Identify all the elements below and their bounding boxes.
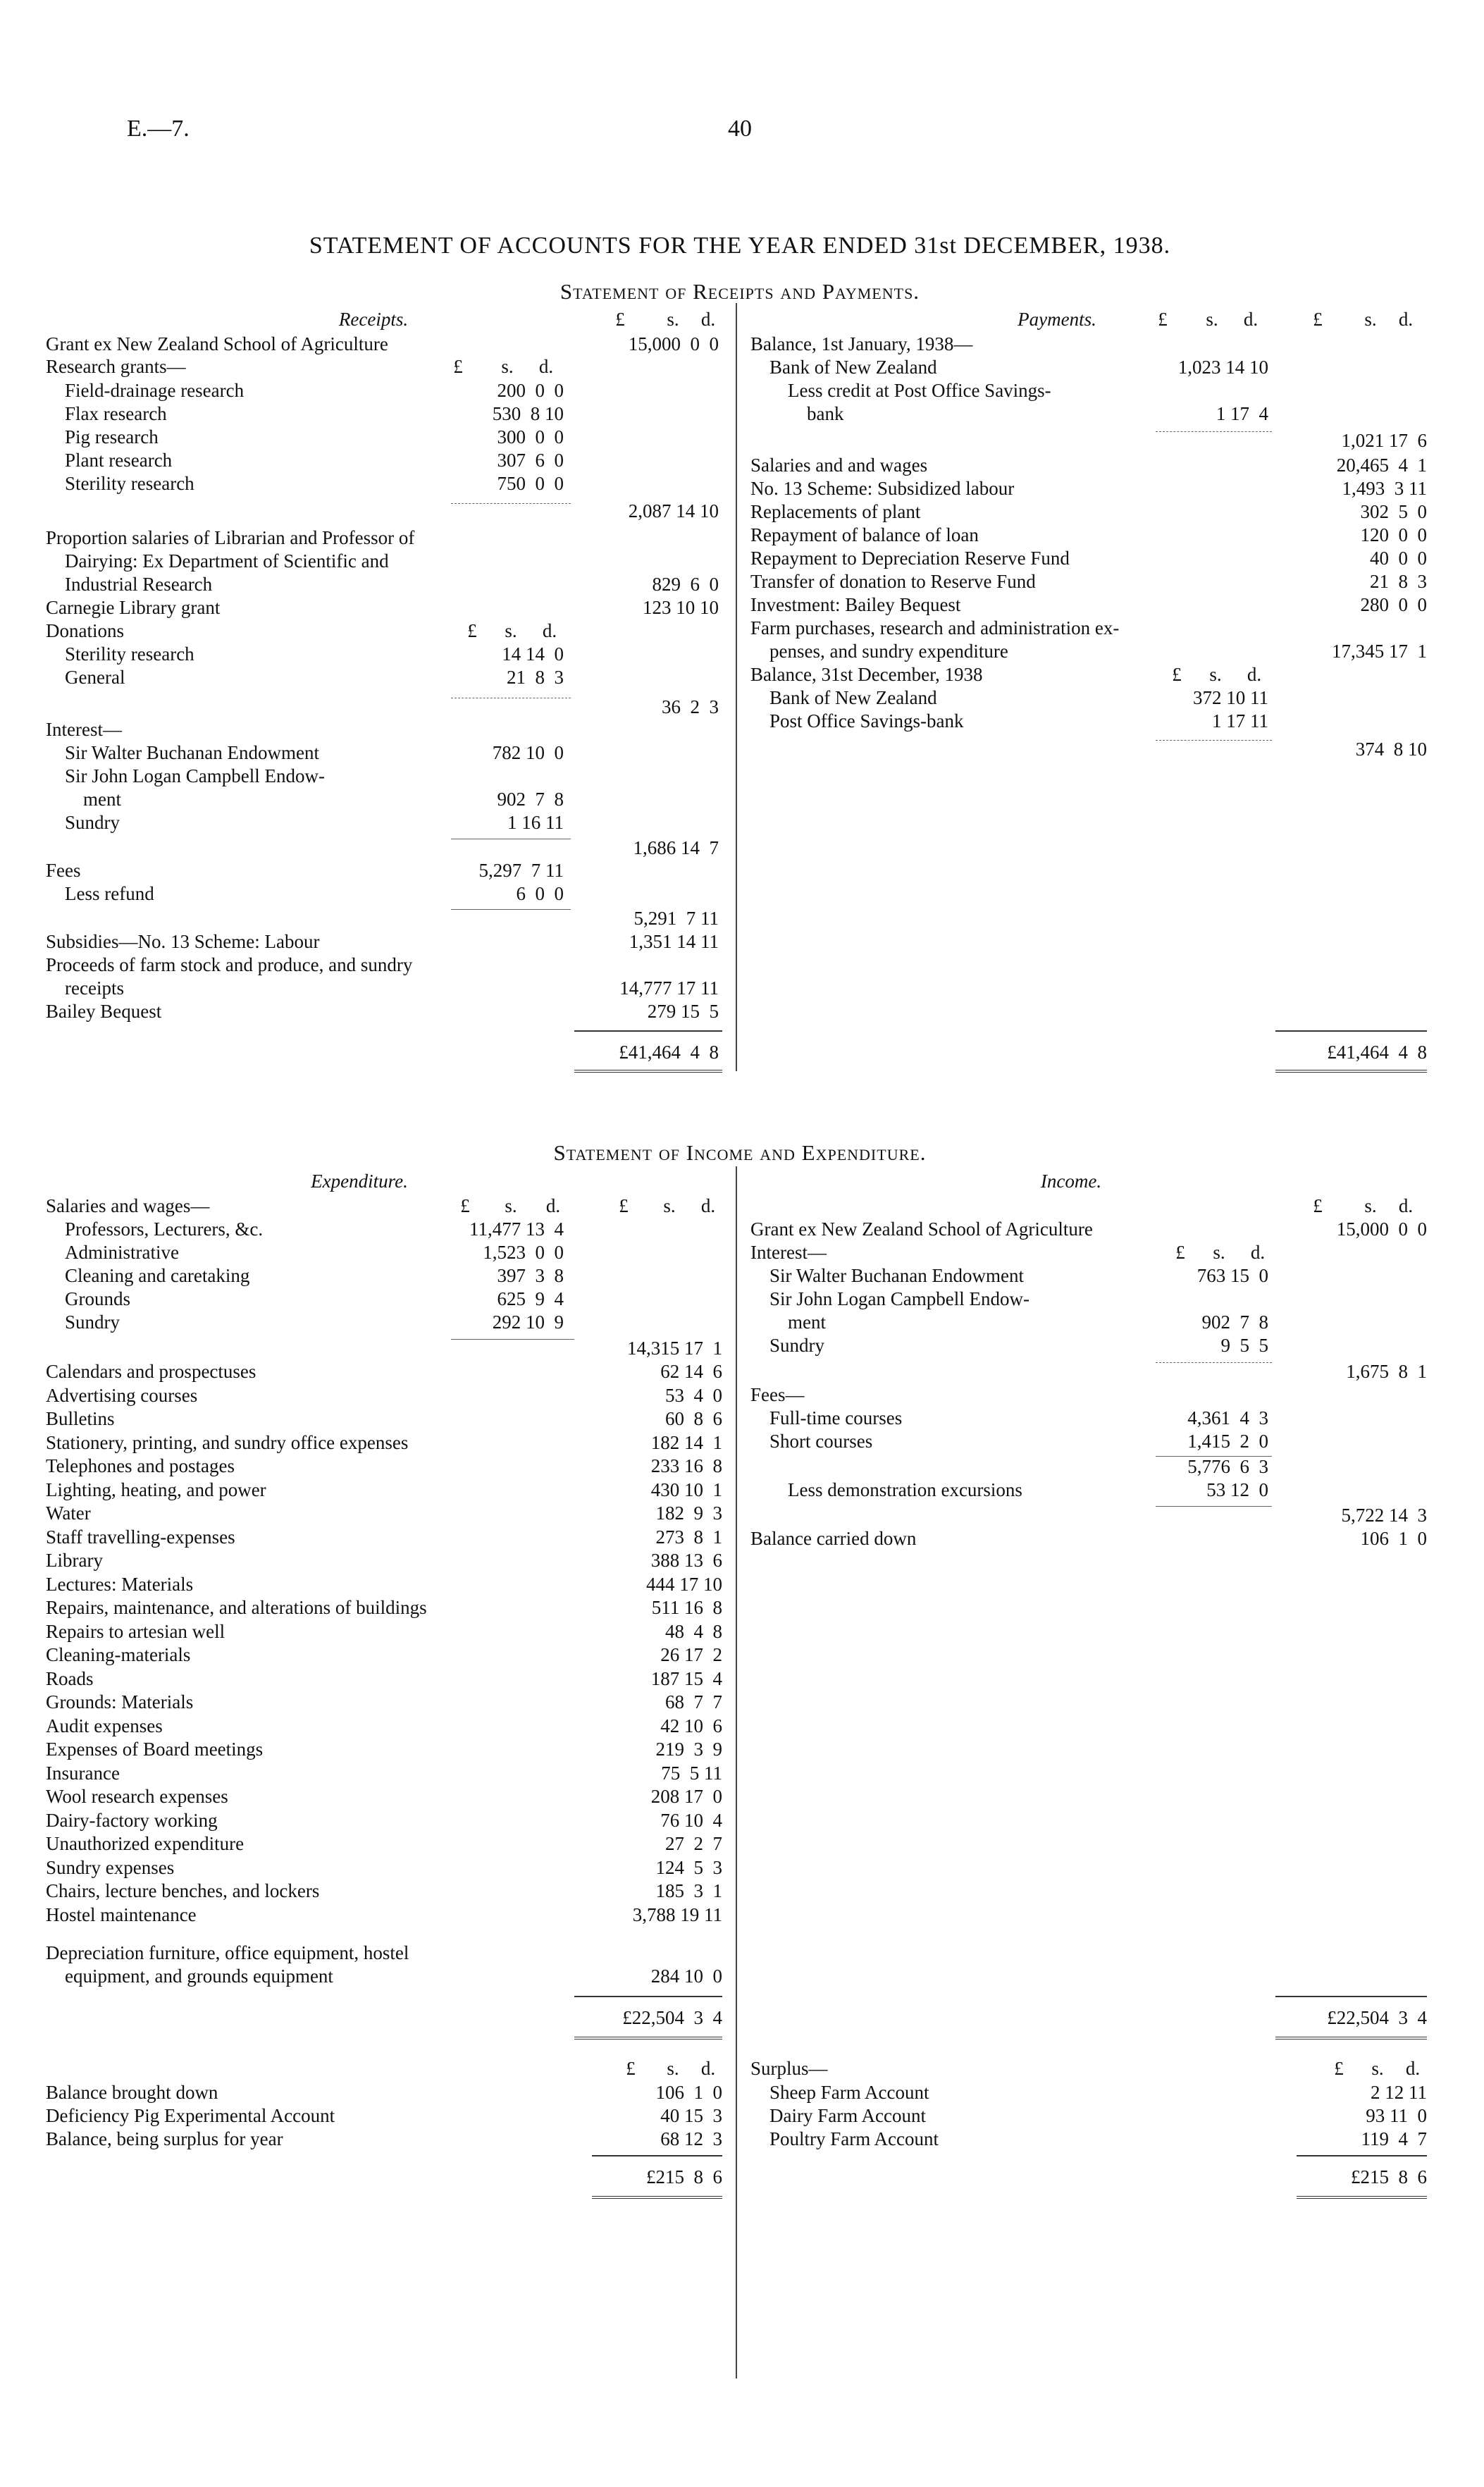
receipt-interest: Interest— bbox=[46, 719, 122, 740]
opening-balance-total: 1,021 17 6 bbox=[1341, 430, 1427, 451]
inc-interest-item-amount: 902 7 8 bbox=[1201, 1312, 1268, 1333]
receipt-research-grants: Research grants— bbox=[46, 356, 186, 377]
exp-item: Water bbox=[46, 1502, 91, 1524]
inc-interest-item-amount: 9 5 5 bbox=[1220, 1335, 1268, 1356]
exp-salary-item: Sundry bbox=[65, 1312, 120, 1333]
subtotal-rule bbox=[451, 1339, 574, 1340]
col-shillings: s. bbox=[1206, 309, 1218, 330]
col-pence: d. bbox=[538, 356, 554, 377]
exp-item-amount: 26 17 2 bbox=[660, 1644, 722, 1665]
total-rule bbox=[574, 1030, 722, 1032]
col-pounds: £ bbox=[1172, 664, 1182, 685]
exp-item-amount: 60 8 6 bbox=[665, 1408, 722, 1429]
exp-item: Lighting, heating, and power bbox=[46, 1479, 266, 1500]
col-pence: d. bbox=[700, 2058, 716, 2079]
exp-salary-item: Grounds bbox=[65, 1288, 130, 1309]
receipts-total: £41,464 4 8 bbox=[619, 1042, 719, 1063]
receipt-grant-amount: 15,000 0 0 bbox=[628, 333, 719, 354]
interest-item: Sir Walter Buchanan Endowment bbox=[65, 742, 319, 763]
payment-item: Transfer of donation to Reserve Fund bbox=[750, 571, 1036, 592]
receipt-item: Field-drainage research bbox=[65, 380, 245, 401]
col-pence: d. bbox=[700, 1195, 716, 1216]
inc-surplus-total: £215 8 6 bbox=[1351, 2166, 1427, 2187]
receipt-item: Pig research bbox=[65, 426, 159, 448]
inc-less-excursions: Less demonstration excursions bbox=[788, 1479, 1022, 1500]
exp-item-amount: 219 3 9 bbox=[655, 1739, 722, 1760]
exp-item: Chairs, lecture benches, and lockers bbox=[46, 1880, 320, 1901]
col-pence: d. bbox=[1405, 2058, 1421, 2079]
col-pence: d. bbox=[1243, 309, 1259, 330]
proportion-salaries-amount: 829 6 0 bbox=[652, 574, 719, 595]
payment-item: Investment: Bailey Bequest bbox=[750, 594, 961, 615]
exp-item: Cleaning-materials bbox=[46, 1644, 191, 1665]
exp-item: Calendars and prospectuses bbox=[46, 1361, 256, 1382]
exp-item-amount: 388 13 6 bbox=[650, 1550, 722, 1571]
inc-fees-total: 5,722 14 3 bbox=[1341, 1505, 1427, 1526]
exp-item: Repairs, maintenance, and alterations of buildings bbox=[46, 1597, 427, 1618]
donation-item: Sterility research bbox=[65, 643, 194, 665]
exp-item-amount: 511 16 8 bbox=[651, 1597, 722, 1618]
research-grants-total: 2,087 14 10 bbox=[628, 500, 719, 522]
document-reference: E.—7. bbox=[127, 116, 190, 142]
col-pounds: £ bbox=[615, 309, 625, 330]
interest-item-cont: ment bbox=[83, 789, 121, 810]
col-pounds: £ bbox=[467, 620, 477, 641]
payment-closing-balance: Balance, 31st December, 1938 bbox=[750, 664, 983, 685]
exp-item: Expenses of Board meetings bbox=[46, 1739, 264, 1760]
receipt-carnegie: Carnegie Library grant bbox=[46, 597, 221, 618]
column-divider bbox=[736, 1166, 737, 2378]
col-shillings: s. bbox=[1213, 1242, 1225, 1263]
payment-farm-purchases-cont: penses, and sundry expenditure bbox=[769, 641, 1008, 662]
receipt-grant: Grant ex New Zealand School of Agriculture bbox=[46, 333, 388, 354]
inc-interest-total: 1,675 8 1 bbox=[1346, 1361, 1427, 1382]
inc-fee-item: Full-time courses bbox=[769, 1407, 903, 1428]
closing-bank: Bank of New Zealand bbox=[769, 687, 937, 708]
col-pounds: £ bbox=[1158, 309, 1168, 330]
page-number: 40 bbox=[728, 116, 752, 142]
total-rule bbox=[1275, 1996, 1427, 1997]
exp-balance-item-amount: 40 15 3 bbox=[660, 2105, 722, 2126]
donation-item-amount: 14 14 0 bbox=[502, 643, 564, 665]
receipts-payments-heading: Statement of Receipts and Payments. bbox=[559, 279, 920, 304]
exp-item-amount: 444 17 10 bbox=[646, 1574, 722, 1595]
subtotal-rule bbox=[1156, 431, 1272, 432]
payment-item-amount: 302 5 0 bbox=[1360, 501, 1427, 522]
receipt-item-amount: 530 8 10 bbox=[492, 403, 564, 424]
subtotal-rule bbox=[1156, 1362, 1272, 1363]
inc-surplus-item: Sheep Farm Account bbox=[769, 2082, 929, 2103]
exp-salary-item-amount: 11,477 13 4 bbox=[469, 1218, 564, 1240]
subtotal-rule bbox=[451, 503, 571, 504]
exp-item-amount: 42 10 6 bbox=[660, 1715, 722, 1736]
inc-fee-item: Short courses bbox=[769, 1431, 873, 1452]
col-shillings: s. bbox=[501, 356, 514, 377]
exp-balance-item: Balance, being surplus for year bbox=[46, 2128, 283, 2149]
receipt-item-amount: 750 0 0 bbox=[497, 473, 564, 494]
exp-salary-item-amount: 292 10 9 bbox=[492, 1312, 564, 1333]
payments-column-heading: Payments. bbox=[1018, 309, 1096, 330]
payment-less-credit: Less credit at Post Office Savings- bbox=[788, 380, 1051, 401]
expenditure-total: £22,504 3 4 bbox=[622, 2007, 722, 2028]
exp-item: Lectures: Materials bbox=[46, 1574, 194, 1595]
exp-depreciation: Depreciation furniture, office equipment, hostel bbox=[46, 1942, 409, 1963]
exp-item-amount: 76 10 4 bbox=[660, 1810, 722, 1831]
col-shillings: s. bbox=[667, 309, 679, 330]
exp-item-amount: 3,788 19 11 bbox=[632, 1904, 722, 1925]
receipt-item-amount: 307 6 0 bbox=[497, 450, 564, 471]
closing-savings-bank-amount: 1 17 11 bbox=[1212, 710, 1268, 732]
payment-item-amount: 280 0 0 bbox=[1360, 594, 1427, 615]
total-rule bbox=[1275, 2037, 1427, 2039]
exp-item: Library bbox=[46, 1550, 103, 1571]
exp-item-amount: 53 4 0 bbox=[665, 1385, 722, 1406]
col-pence: d. bbox=[1398, 309, 1414, 330]
payment-item-amount: 21 8 3 bbox=[1370, 571, 1427, 592]
col-pounds: £ bbox=[460, 1195, 470, 1216]
receipt-proportion-salaries: Proportion salaries of Librarian and Professor of bbox=[46, 527, 415, 548]
exp-balance-item: Deficiency Pig Experimental Account bbox=[46, 2105, 335, 2126]
col-pounds: £ bbox=[1175, 1242, 1185, 1263]
exp-item-amount: 182 14 1 bbox=[650, 1432, 722, 1453]
expenditure-column-heading: Expenditure. bbox=[311, 1171, 408, 1192]
inc-surplus-item-amount: 119 4 7 bbox=[1361, 2128, 1427, 2149]
col-pence: d. bbox=[545, 1195, 561, 1216]
exp-salary-item: Administrative bbox=[65, 1242, 179, 1263]
exp-item-amount: 185 3 1 bbox=[655, 1880, 722, 1901]
exp-balance-item-amount: 68 12 3 bbox=[660, 2128, 722, 2149]
donation-item: General bbox=[65, 667, 125, 688]
receipt-fees: Fees bbox=[46, 860, 81, 881]
col-shillings: s. bbox=[667, 2058, 679, 2079]
exp-salary-item-amount: 625 9 4 bbox=[497, 1288, 564, 1309]
fees-refund: Less refund bbox=[65, 883, 154, 904]
exp-item: Stationery, printing, and sundry office expenses bbox=[46, 1432, 409, 1453]
carnegie-amount: 123 10 10 bbox=[643, 597, 719, 618]
inc-balance-carried-down: Balance carried down bbox=[750, 1528, 917, 1549]
total-rule bbox=[592, 2196, 722, 2199]
inc-balance-carried-down-amount: 106 1 0 bbox=[1360, 1528, 1427, 1549]
receipt-proportion-salaries-cont: Dairying: Ex Department of Scientific and bbox=[65, 550, 389, 572]
inc-surplus-item: Dairy Farm Account bbox=[769, 2105, 926, 2126]
total-rule bbox=[1297, 2155, 1427, 2156]
payment-bank-amount: 1,023 14 10 bbox=[1177, 357, 1268, 378]
exp-item: Telephones and postages bbox=[46, 1455, 235, 1476]
payment-item: Repayment to Depreciation Reserve Fund bbox=[750, 548, 1070, 569]
col-pounds: £ bbox=[1313, 309, 1323, 330]
exp-item-amount: 48 4 8 bbox=[665, 1621, 722, 1642]
col-pounds: £ bbox=[453, 356, 463, 377]
closing-bank-amount: 372 10 11 bbox=[1193, 687, 1268, 708]
fees-amount: 5,297 7 11 bbox=[478, 860, 564, 881]
subtotal-rule bbox=[1156, 1506, 1272, 1507]
col-shillings: s. bbox=[505, 1195, 517, 1216]
donations-total: 36 2 3 bbox=[662, 696, 719, 717]
receipt-bailey-bequest: Bailey Bequest bbox=[46, 1001, 162, 1022]
interest-item: Sundry bbox=[65, 812, 120, 833]
exp-item-amount: 75 5 11 bbox=[661, 1763, 722, 1784]
receipt-item-amount: 300 0 0 bbox=[497, 426, 564, 448]
exp-balance-item-amount: 106 1 0 bbox=[655, 2082, 722, 2103]
total-rule bbox=[1275, 1070, 1427, 1073]
col-pence: d. bbox=[1398, 1195, 1414, 1216]
interest-total: 1,686 14 7 bbox=[633, 837, 719, 858]
inc-surplus: Surplus— bbox=[750, 2058, 828, 2079]
exp-depreciation-cont: equipment, and grounds equipment bbox=[65, 1965, 333, 1987]
exp-item: Unauthorized expenditure bbox=[46, 1833, 245, 1854]
payment-less-credit-cont: bank bbox=[807, 403, 844, 424]
exp-salary-item: Cleaning and caretaking bbox=[65, 1265, 250, 1286]
inc-interest-item: Sir John Logan Campbell Endow- bbox=[769, 1288, 1029, 1309]
payment-item: Salaries and and wages bbox=[750, 455, 928, 476]
exp-item: Roads bbox=[46, 1668, 94, 1689]
exp-item: Staff travelling-expenses bbox=[46, 1526, 235, 1548]
interest-item-amount: 1 16 11 bbox=[507, 812, 564, 833]
inc-fee-item-amount: 4,361 4 3 bbox=[1187, 1407, 1268, 1428]
receipt-subsidies: Subsidies—No. 13 Scheme: Labour bbox=[46, 931, 320, 952]
subtotal-rule bbox=[1156, 740, 1272, 741]
total-rule bbox=[574, 1996, 722, 1997]
income-expenditure-heading: Statement of Income and Expenditure. bbox=[553, 1140, 927, 1165]
payment-bank: Bank of New Zealand bbox=[769, 357, 937, 378]
interest-item-amount: 902 7 8 bbox=[497, 789, 564, 810]
exp-item-amount: 27 2 7 bbox=[665, 1833, 722, 1854]
interest-item-amount: 782 10 0 bbox=[492, 742, 564, 763]
inc-interest-item-amount: 763 15 0 bbox=[1197, 1265, 1268, 1286]
payment-item: No. 13 Scheme: Subsidized labour bbox=[750, 478, 1015, 499]
donation-item-amount: 21 8 3 bbox=[507, 667, 564, 688]
subtotal-rule bbox=[451, 909, 571, 910]
col-pence: d. bbox=[542, 620, 557, 641]
exp-salary-item-amount: 1,523 0 0 bbox=[483, 1242, 564, 1263]
exp-item-amount: 208 17 0 bbox=[650, 1786, 722, 1807]
col-shillings: s. bbox=[1364, 1195, 1377, 1216]
inc-surplus-item-amount: 2 12 11 bbox=[1371, 2082, 1427, 2103]
inc-interest-item: Sir Walter Buchanan Endowment bbox=[769, 1265, 1024, 1286]
inc-surplus-item: Poultry Farm Account bbox=[769, 2128, 939, 2149]
inc-interest: Interest— bbox=[750, 1242, 827, 1263]
proceeds-amount: 14,777 17 11 bbox=[619, 977, 719, 999]
exp-item-amount: 233 16 8 bbox=[650, 1455, 722, 1476]
col-shillings: s. bbox=[1209, 664, 1222, 685]
exp-item: Grounds: Materials bbox=[46, 1691, 194, 1712]
inc-surplus-item-amount: 93 11 0 bbox=[1366, 2105, 1427, 2126]
payment-farm-purchases: Farm purchases, research and administration ex- bbox=[750, 617, 1120, 638]
col-pounds: £ bbox=[619, 1195, 629, 1216]
inc-less-excursions-amount: 53 12 0 bbox=[1206, 1479, 1268, 1500]
interest-item: Sir John Logan Campbell Endow- bbox=[65, 765, 325, 786]
income-total: £22,504 3 4 bbox=[1327, 2007, 1427, 2028]
payments-total: £41,464 4 8 bbox=[1327, 1042, 1427, 1063]
closing-balance-total: 374 8 10 bbox=[1355, 739, 1427, 760]
payment-item: Replacements of plant bbox=[750, 501, 921, 522]
payment-opening-balance: Balance, 1st January, 1938— bbox=[750, 333, 973, 354]
receipt-item: Flax research bbox=[65, 403, 167, 424]
exp-item-amount: 430 10 1 bbox=[650, 1479, 722, 1500]
col-pence: d. bbox=[700, 309, 716, 330]
exp-item-amount: 182 9 3 bbox=[655, 1502, 722, 1524]
col-pounds: £ bbox=[626, 2058, 636, 2079]
col-pence: d. bbox=[1250, 1242, 1266, 1263]
total-rule bbox=[574, 2037, 722, 2039]
total-rule bbox=[1275, 1030, 1427, 1032]
exp-salaries-total: 14,315 17 1 bbox=[627, 1338, 722, 1359]
exp-salaries-wages: Salaries and wages— bbox=[46, 1195, 210, 1216]
col-shillings: s. bbox=[663, 1195, 676, 1216]
inc-fee-item-amount: 1,415 2 0 bbox=[1187, 1431, 1268, 1452]
col-shillings: s. bbox=[505, 620, 517, 641]
exp-item: Audit expenses bbox=[46, 1715, 163, 1736]
exp-item: Sundry expenses bbox=[46, 1857, 175, 1878]
exp-item: Dairy-factory working bbox=[46, 1810, 218, 1831]
exp-salary-item: Professors, Lecturers, &c. bbox=[65, 1218, 264, 1240]
inc-interest-item: Sundry bbox=[769, 1335, 825, 1356]
payment-item-amount: 1,493 3 11 bbox=[1342, 478, 1427, 499]
receipts-column-heading: Receipts. bbox=[338, 309, 409, 330]
col-pounds: £ bbox=[1334, 2058, 1344, 2079]
col-pence: d. bbox=[1247, 664, 1262, 685]
total-rule bbox=[574, 1070, 722, 1073]
farm-purchases-amount: 17,345 17 1 bbox=[1332, 641, 1427, 662]
receipt-proceeds: Proceeds of farm stock and produce, and sundry bbox=[46, 954, 413, 975]
fees-total: 5,291 7 11 bbox=[633, 908, 719, 929]
exp-balance-item: Balance brought down bbox=[46, 2082, 218, 2103]
exp-item-amount: 68 7 7 bbox=[665, 1691, 722, 1712]
inc-grant-amount: 15,000 0 0 bbox=[1336, 1218, 1427, 1240]
subsidies-amount: 1,351 14 11 bbox=[629, 931, 719, 952]
inc-interest-item-cont: ment bbox=[788, 1312, 826, 1333]
bailey-amount: 279 15 5 bbox=[647, 1001, 719, 1022]
exp-item: Advertising courses bbox=[46, 1385, 198, 1406]
exp-item-amount: 187 15 4 bbox=[650, 1668, 722, 1689]
payment-item-amount: 40 0 0 bbox=[1370, 548, 1427, 569]
exp-item: Wool research expenses bbox=[46, 1786, 228, 1807]
exp-item-amount: 273 8 1 bbox=[655, 1526, 722, 1548]
exp-depreciation-amount: 284 10 0 bbox=[650, 1965, 722, 1987]
exp-item: Bulletins bbox=[46, 1408, 115, 1429]
exp-salary-item-amount: 397 3 8 bbox=[497, 1265, 564, 1286]
exp-item: Insurance bbox=[46, 1763, 120, 1784]
receipt-item-amount: 200 0 0 bbox=[497, 380, 564, 401]
col-shillings: s. bbox=[1364, 309, 1377, 330]
exp-item-amount: 124 5 3 bbox=[655, 1857, 722, 1878]
exp-balance-total: £215 8 6 bbox=[646, 2166, 722, 2187]
receipt-proportion-salaries-cont: Industrial Research bbox=[65, 574, 213, 595]
exp-item: Repairs to artesian well bbox=[46, 1621, 225, 1642]
receipt-donations: Donations bbox=[46, 620, 124, 641]
col-shillings: s. bbox=[1371, 2058, 1384, 2079]
inc-fees: Fees— bbox=[750, 1384, 805, 1405]
receipt-item: Plant research bbox=[65, 450, 173, 471]
fees-refund-amount: 6 0 0 bbox=[516, 883, 564, 904]
receipt-proceeds-cont: receipts bbox=[65, 977, 124, 999]
page-title: STATEMENT OF ACCOUNTS FOR THE YEAR ENDED 31st DECEMBER, 1938. bbox=[309, 233, 1171, 259]
column-divider bbox=[736, 303, 737, 1071]
payment-item-amount: 20,465 4 1 bbox=[1336, 455, 1427, 476]
payment-less-credit-amount: 1 17 4 bbox=[1216, 403, 1268, 424]
closing-savings-bank: Post Office Savings-bank bbox=[769, 710, 964, 732]
payment-item-amount: 120 0 0 bbox=[1360, 524, 1427, 545]
receipt-item: Sterility research bbox=[65, 473, 194, 494]
exp-item: Hostel maintenance bbox=[46, 1904, 197, 1925]
exp-item-amount: 62 14 6 bbox=[660, 1361, 722, 1382]
income-column-heading: Income. bbox=[1040, 1171, 1102, 1192]
payment-item: Repayment of balance of loan bbox=[750, 524, 979, 545]
total-rule bbox=[1297, 2196, 1427, 2199]
inc-grant: Grant ex New Zealand School of Agriculture bbox=[750, 1218, 1093, 1240]
inc-fees-subtotal: 5,776 6 3 bbox=[1187, 1456, 1268, 1477]
col-pounds: £ bbox=[1313, 1195, 1323, 1216]
total-rule bbox=[592, 2155, 722, 2156]
